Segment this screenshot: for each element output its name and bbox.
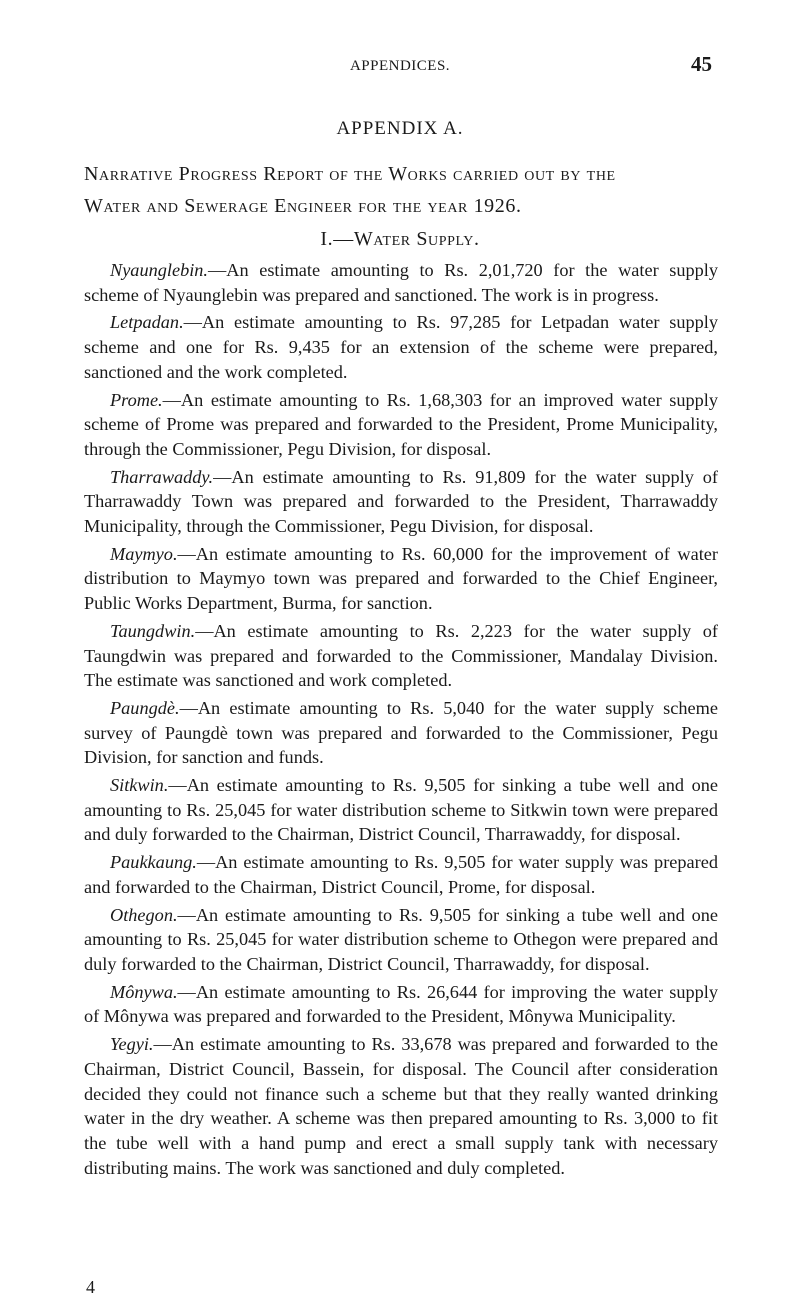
place-name: Tharrawaddy. <box>110 466 214 487</box>
paragraph-monywa <box>84 980 718 1029</box>
paragraph-tharrawaddy <box>84 465 718 539</box>
paragraph-othegon <box>84 903 718 977</box>
place-name: Prome. <box>110 389 163 410</box>
appendix-title: APPENDIX A. <box>336 118 464 139</box>
paragraph-text: —An estimate amounting to Rs. 26,644 for improving the water supply of Mônywa was prepared and forwarded to the President, Mônywa Municipality. <box>84 981 718 1027</box>
paragraph-prome <box>84 388 718 462</box>
paragraph-text: —An estimate amounting to Rs. 2,223 for the water supply of Taungdwin was prepared and forwarded to the Commissioner, Mandalay Division. The estimate was sanctioned and work completed. <box>84 620 718 691</box>
paragraph-text: —An estimate amounting to Rs. 97,285 for Letpadan water supply scheme and one for Rs. 9,435 for an extension of the scheme were prepared, sanctioned and the work completed. <box>84 312 718 382</box>
paragraph-yegyi <box>84 1032 718 1180</box>
place-name: Sitkwin. <box>110 775 169 796</box>
paragraph-sitkwin <box>84 773 718 847</box>
place-name: Paukkaung. <box>110 852 197 873</box>
paragraph-text: —An estimate amounting to Rs. 60,000 for the improvement of water distribution to Maymyo town was prepared and forwarded to the Chief Engineer, Public Works Department, Burma, for sanction. <box>84 543 718 614</box>
paragraph-text: —An estimate amounting to Rs. 9,505 for water supply was prepared and forwarded to the Chairman, District Council, Prome, for disposal. <box>84 852 718 897</box>
body-text <box>84 258 718 1183</box>
paragraph-taungdwin <box>84 619 718 693</box>
report-title-line-2: Water and Sewerage Engineer for the year 1926. <box>84 195 522 217</box>
paragraph-text: —An estimate amounting to Rs. 9,505 for sinking a tube well and one amounting to Rs. 25,045 for water distribution scheme to Sitkwin town were prepared and duly forwarded to the Chairman, District Council, Tharrawaddy, for disposal. <box>84 775 718 845</box>
paragraph-letpadan <box>84 310 718 384</box>
paragraph-paukkaung <box>84 850 718 899</box>
paragraph-nyaunglebin <box>84 258 718 307</box>
place-name: Taungdwin. <box>110 620 196 641</box>
paragraph-text: —An estimate amounting to Rs. 2,01,720 for the water supply scheme of Nyaunglebin was prepared and sanctioned. The work is in progress. <box>84 260 718 305</box>
place-name: Mônywa. <box>110 981 178 1002</box>
paragraph-maymyo <box>84 542 718 616</box>
place-name: Letpadan. <box>110 312 184 333</box>
report-title <box>84 158 784 222</box>
place-name: Paungdè. <box>110 697 180 718</box>
place-name: Yegyi. <box>110 1034 154 1055</box>
paragraph-text: —An estimate amounting to Rs. 5,040 for the water supply scheme survey of Paungdè town was prepared and forwarded to the Commissioner, Pegu Division, for sanction and funds. <box>84 697 718 768</box>
paragraph-text: —An estimate amounting to Rs. 1,68,303 for an improved water supply scheme of Prome was prepared and forwarded to the President, Prome Municipality, through the Commissioner, Pegu Division, for disposal. <box>84 389 718 459</box>
place-name: Maymyo. <box>110 543 178 564</box>
paragraph-text: —An estimate amounting to Rs. 33,678 was prepared and forwarded to the Chairman, District Council, Bassein, for disposal. The Council after consideration decided they could not finance such a scheme but that they really wanted drinking water in the dry weather. A scheme was then prepared amounting to Rs. 3,000 to fit the tube well with a hand pump and erect a small supply tank with necessary distributing mains. The work was sanctioned and duly completed. <box>84 1034 718 1178</box>
running-head: APPENDICES. <box>349 58 451 74</box>
paragraph-text: —An estimate amounting to Rs. 9,505 for sinking a tube well and one amounting to Rs. 25,045 for water distribution scheme to Othegon were prepared and duly forwarded to the Chairman, District Council, Tharrawaddy, for disposal. <box>84 904 718 974</box>
paragraph-text: —An estimate amounting to Rs. 91,809 for the water supply of Tharrawaddy Town was prepared and forwarded to the President, Tharrawaddy Municipality, through the Commissioner, Pegu Division, for disposal. <box>84 466 718 537</box>
place-name: Nyaunglebin. <box>110 260 208 280</box>
report-title-line-1: Narrative Progress Report of the Works carried out by the <box>84 163 616 185</box>
place-name: Othegon. <box>110 904 178 925</box>
page-number: 45 <box>691 52 712 76</box>
section-title: I.—Water Supply. <box>320 228 480 250</box>
signature-mark: 4 <box>86 1277 95 1297</box>
paragraph-paungde <box>84 696 718 770</box>
